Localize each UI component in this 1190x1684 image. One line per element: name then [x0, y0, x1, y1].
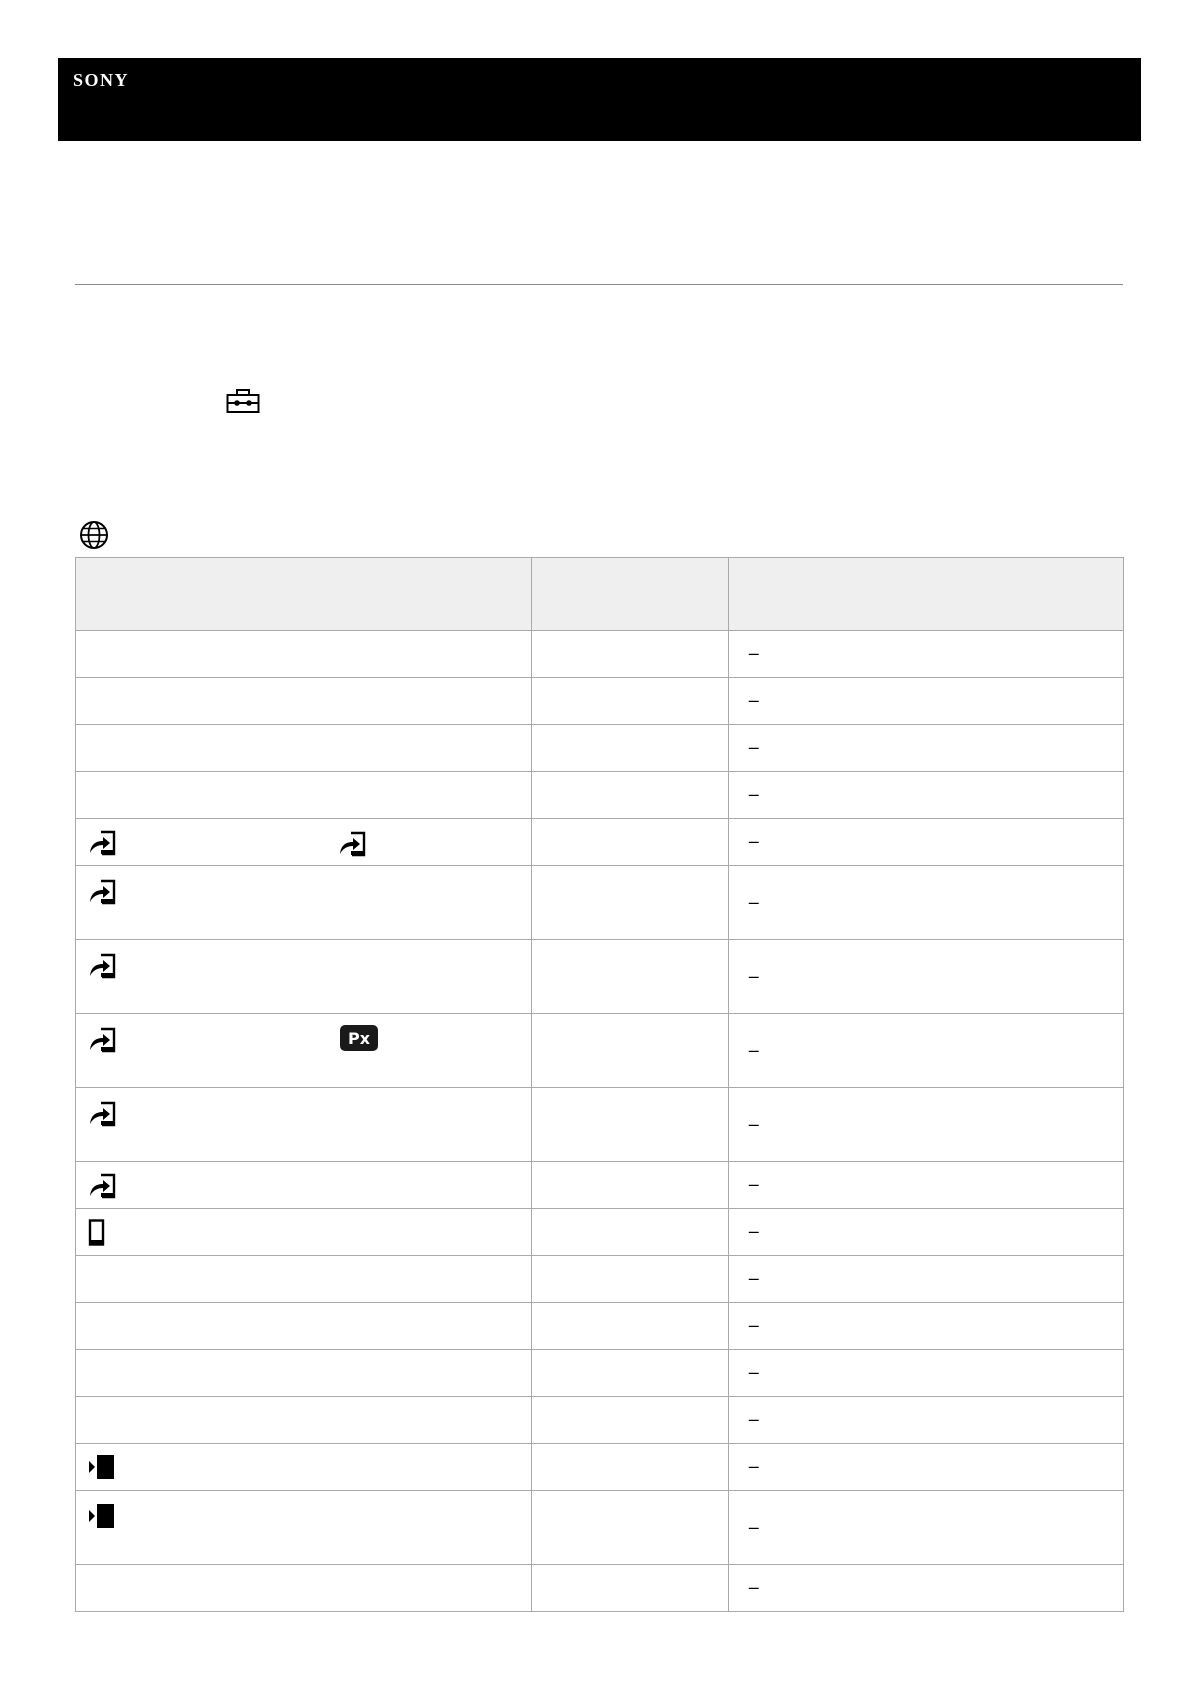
table-row [76, 1088, 1124, 1162]
note-dash: – [748, 1268, 759, 1288]
smartphone-icon [88, 1219, 105, 1246]
setting-name-cell [76, 772, 532, 819]
setting-note-cell [728, 1565, 1123, 1612]
setting-default-cell [531, 1303, 728, 1350]
setting-name-cell [76, 819, 532, 866]
note-dash: – [748, 690, 759, 710]
setting-note-cell [728, 819, 1123, 866]
table-row [76, 1209, 1124, 1256]
tally-lamp-icon [88, 1454, 115, 1480]
table-row [76, 866, 1124, 940]
note-dash: – [748, 643, 759, 663]
setting-name-cell [76, 866, 532, 940]
table-row [76, 725, 1124, 772]
setting-name-cell [76, 1014, 532, 1088]
table-row [76, 1014, 1124, 1088]
px-badge-icon [340, 1025, 378, 1051]
send-to-smartphone-icon [88, 952, 116, 979]
setting-default-cell [531, 819, 728, 866]
send-to-smartphone-icon [88, 1100, 116, 1127]
setting-name-cell [76, 725, 532, 772]
note-dash: – [748, 1362, 759, 1382]
table-row [76, 772, 1124, 819]
settings-table [75, 557, 1124, 1612]
note-dash: – [748, 1039, 759, 1060]
send-to-smartphone-icon [338, 830, 366, 857]
setting-default-cell [531, 1491, 728, 1565]
table-row [76, 678, 1124, 725]
toolbox-icon [226, 388, 260, 414]
px-badge-text: Px [347, 1029, 371, 1048]
note-dash: – [748, 1456, 759, 1476]
setting-default-cell [531, 678, 728, 725]
setting-default-cell [531, 1256, 728, 1303]
note-dash: – [748, 1315, 759, 1335]
tally-lamp-icon [88, 1503, 115, 1529]
setting-default-cell [531, 1209, 728, 1256]
setting-default-cell [531, 1397, 728, 1444]
table-row [76, 1491, 1124, 1565]
setting-note-cell [728, 772, 1123, 819]
note-dash: – [748, 784, 759, 804]
send-to-smartphone-icon [88, 878, 116, 905]
note-dash: – [748, 1113, 759, 1134]
setting-name-cell [76, 940, 532, 1014]
note-dash: – [748, 1221, 759, 1241]
setting-note-cell [728, 1444, 1123, 1491]
note-dash: – [748, 965, 759, 986]
setting-note-cell [728, 631, 1123, 678]
title-divider [75, 284, 1123, 285]
setting-note-cell [728, 866, 1123, 940]
setting-default-cell [531, 940, 728, 1014]
setting-note-cell [728, 1397, 1123, 1444]
note-dash: – [748, 1174, 759, 1194]
setting-note-cell [728, 1209, 1123, 1256]
table-row [76, 1350, 1124, 1397]
table-row [76, 1565, 1124, 1612]
setting-default-cell [531, 1565, 728, 1612]
setting-note-cell [728, 678, 1123, 725]
setting-name-cell [76, 678, 532, 725]
note-dash: – [748, 1409, 759, 1429]
note-dash: – [748, 737, 759, 757]
header-default [531, 558, 728, 631]
setting-name-cell [76, 1444, 532, 1491]
table-row [76, 940, 1124, 1014]
table-row [76, 1444, 1124, 1491]
setting-default-cell [531, 772, 728, 819]
setting-default-cell [531, 1014, 728, 1088]
table-row [76, 631, 1124, 678]
setting-name-cell [76, 1088, 532, 1162]
header-menu-item [76, 558, 532, 631]
setting-note-cell [728, 1350, 1123, 1397]
header-bar [58, 58, 1141, 141]
setting-default-cell [531, 1350, 728, 1397]
setting-note-cell [728, 1014, 1123, 1088]
setting-name-cell [76, 1565, 532, 1612]
table-row [76, 1162, 1124, 1209]
setting-name-cell [76, 1397, 532, 1444]
note-dash: – [748, 1516, 759, 1537]
note-dash: – [748, 1577, 759, 1597]
table-row [76, 819, 1124, 866]
setting-name-cell [76, 1491, 532, 1565]
setting-note-cell [728, 940, 1123, 1014]
send-to-smartphone-icon [88, 1172, 116, 1199]
setting-default-cell [531, 866, 728, 940]
setting-name-cell [76, 1162, 532, 1209]
table-row [76, 1256, 1124, 1303]
header-notes [728, 558, 1123, 631]
note-dash: – [748, 831, 759, 851]
send-to-smartphone-icon [88, 1026, 116, 1053]
setting-name-cell [76, 631, 532, 678]
table-row [76, 1397, 1124, 1444]
setting-name-cell [76, 1256, 532, 1303]
setting-note-cell [728, 1162, 1123, 1209]
send-to-smartphone-icon [88, 829, 116, 856]
setting-name-cell [76, 1303, 532, 1350]
setting-note-cell [728, 1491, 1123, 1565]
setting-note-cell [728, 725, 1123, 772]
table-row [76, 1303, 1124, 1350]
setting-default-cell [531, 631, 728, 678]
setting-name-cell [76, 1350, 532, 1397]
setting-default-cell [531, 1162, 728, 1209]
sony-logo: SONY [73, 70, 130, 90]
globe-icon [79, 520, 109, 550]
table-header-row [76, 558, 1124, 631]
setting-default-cell [531, 1088, 728, 1162]
setting-note-cell [728, 1303, 1123, 1350]
setting-note-cell [728, 1088, 1123, 1162]
setting-default-cell [531, 725, 728, 772]
setting-note-cell [728, 1256, 1123, 1303]
setting-name-cell [76, 1209, 532, 1256]
setting-default-cell [531, 1444, 728, 1491]
note-dash: – [748, 891, 759, 912]
